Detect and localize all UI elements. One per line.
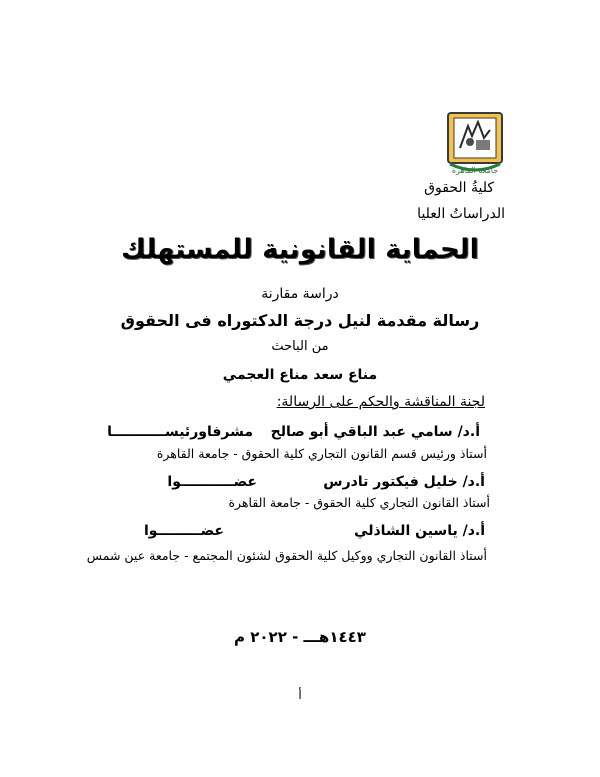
member-role: مشرفاورئيســـــــــــا [107, 424, 253, 440]
member-description: أستاذ القانون التجاري كلية الحقوق - جامعة القاهرة [228, 495, 490, 510]
author-name: مناع سعد مناع العجمي [222, 367, 378, 383]
hijri-gregorian-date: ١٤٤٣هـــ - ٢٠٢٢ م [234, 628, 366, 646]
cairo-university-logo-icon [442, 110, 508, 176]
member-name: أ.د/ خليل فيكتور تادرس [323, 474, 485, 490]
member-description: أستاذ القانون التجاري ووكيل كلية الحقوق لشئون المجتمع - جامعة عين شمس [86, 548, 487, 563]
member-role: عضـــــــــوا [143, 523, 224, 539]
committee-heading: لجنة المناقشة والحكم على الرسالة: [276, 394, 485, 410]
thesis-title: الحماية القانونية للمستهلك [121, 234, 479, 265]
member-name: أ.د/ سامي عبد الباقي أبو صالح [270, 424, 480, 440]
svg-text:جامعة القاهرة: جامعة القاهرة [451, 166, 499, 175]
by-label: من الباحث [271, 339, 329, 354]
page-number: أ [298, 688, 302, 702]
study-type: دراسة مقارنة [261, 286, 339, 302]
member-name: أ.د/ ياسين الشاذلي [354, 523, 485, 539]
department-name: الدراساتُ العليا [417, 206, 505, 222]
thesis-purpose: رسالة مقدمة لنيل درجة الدكتوراه فى الحقوق [120, 311, 480, 330]
member-role: عضـــــــــــوا [167, 474, 257, 490]
member-description: أستاذ ورئيس قسم القانون التجاري كلية الحقوق - جامعة القاهرة [156, 446, 487, 461]
faculty-name: كليةُ الحقوق [424, 180, 494, 196]
